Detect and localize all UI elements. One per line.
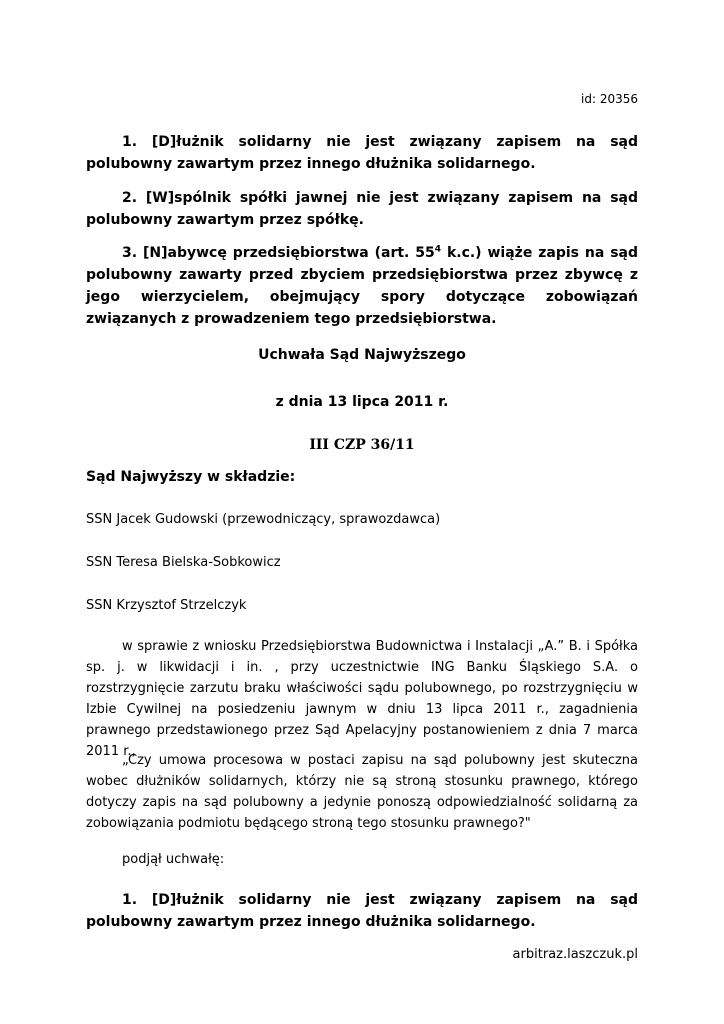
composition-label: Sąd Najwyższy w składzie:: [86, 469, 296, 485]
thesis-bottom-1-text: [D]łużnik solidarny nie jest związany zapisem na sąd polubowny zawartym przez innego dłużnika solidarnego.: [86, 892, 638, 930]
thesis-1-text: [D]łużnik solidarny nie jest związany zapisem na sąd polubowny zawartym przez innego dłużnika solidarnego.: [86, 134, 638, 172]
thesis-bottom-1: [86, 889, 638, 933]
legal-question-text: „Czy umowa procesowa w postaci zapisu na sąd polubowny jest skuteczna wobec dłużników solidarnych, którzy nie są stroną stosunku prawnego, którego dotyczy zapis na sąd polubowny a jedynie ponoszą odpowiedzialność solidarną za zobowiązania podmiotu będącego stroną tego stosunku prawnego?": [86, 753, 638, 831]
resolution-title: Uchwała Sąd Najwyższego: [258, 347, 466, 363]
thesis-3-text-after: k.c.) wiąże zapis na sąd polubowny zawarty przed zbyciem przedsiębiorstwa przez zbywcę z jego wierzycielem, obejmujący spory dotyczące zobowiązań związanych z prowadzeniem tego przedsiębiorstwa.: [86, 245, 639, 327]
legal-question: [86, 750, 638, 834]
thesis-bottom-1-number: 1.: [122, 892, 138, 908]
thesis-2-text: [W]spólnik spółki jawnej nie jest związany zapisem na sąd polubowny zawartym przez spółkę.: [86, 190, 639, 228]
judge-1: SSN Jacek Gudowski (przewodniczący, sprawozdawca): [86, 512, 441, 527]
footer-source: arbitraz.laszczuk.pl: [512, 947, 638, 962]
resolution-intro-text: podjął uchwałę:: [122, 852, 225, 867]
case-signature: III CZP 36/11: [309, 437, 415, 453]
resolution-intro: [86, 850, 638, 870]
thesis-2-number: 2.: [122, 190, 138, 206]
thesis-2: [86, 187, 638, 231]
thesis-3: [86, 242, 638, 330]
thesis-3-text-before: [N]abywcę przedsiębiorstwa (art. 55: [142, 245, 435, 261]
thesis-1-number: 1.: [122, 134, 138, 150]
case-paragraph-text: w sprawie z wniosku Przedsiębiorstwa Budownictwa i Instalacji „A.” B. i Spółka sp. j. w likwidacji i in. , przy uczestnictwie ING Banku Śląskiego S.A. o rozstrzygnięcie zarzutu braku właściwości sądu polubownego, po rozstrzygnięciu w Izbie Cywilnej na posiedzeniu jawnym w dniu 13 lipca 2011 r., zagadnienia prawnego przedstawionego przez Sąd Apelacyjny postanowieniem z dnia 7 marca 2011 r.,: [86, 639, 638, 759]
judge-3: SSN Krzysztof Strzelczyk: [86, 598, 247, 613]
document-id: id: 20356: [581, 92, 638, 106]
case-paragraph: [86, 636, 638, 762]
judge-2: SSN Teresa Bielska-Sobkowicz: [86, 555, 281, 570]
resolution-date: z dnia 13 lipca 2011 r.: [275, 394, 449, 410]
thesis-3-number: 3.: [122, 245, 138, 261]
thesis-1: [86, 131, 638, 175]
thesis-3-superscript: 4: [434, 244, 442, 255]
